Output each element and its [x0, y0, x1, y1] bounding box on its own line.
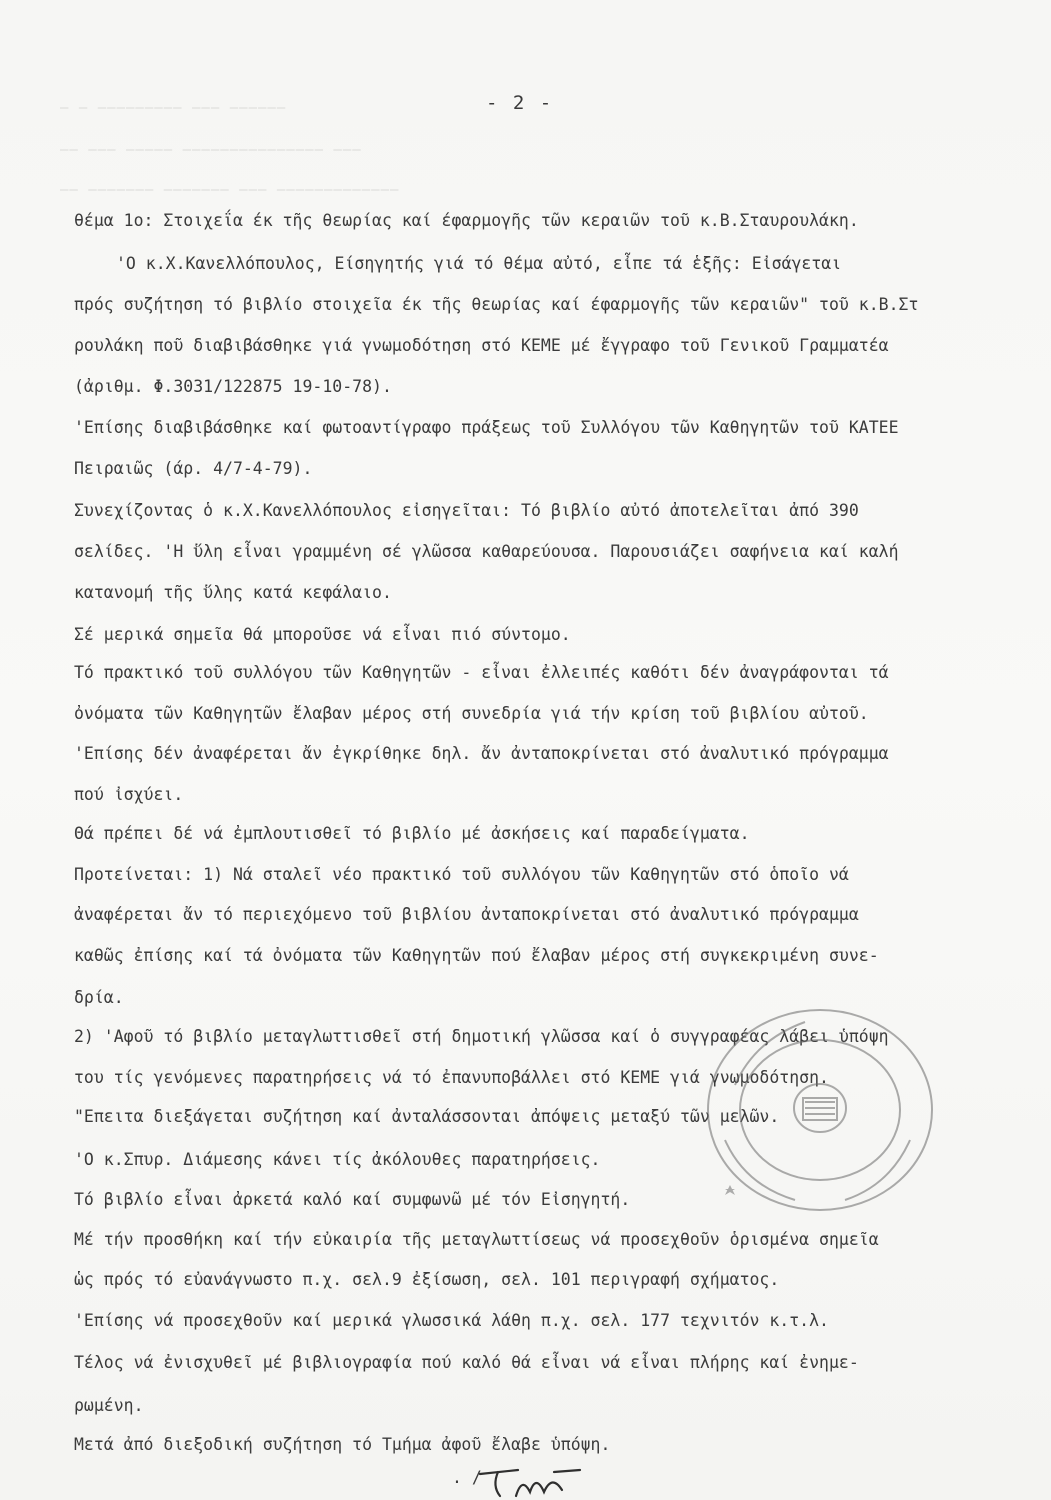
page-number: - 2 - [486, 92, 554, 114]
text-line: Μετά ἀπό διεξοδική συζήτηση τό Τμήμα ἀφοῦ ἔλαβε ὑπόψη. [74, 1435, 611, 1454]
bleed-through-text: ―― ――― ――――― ――――――――――――――― ――― [60, 142, 362, 158]
text-line: 2) 'Αφοῦ τό βιβλίο μεταγλωττισθεῖ στή δημοτική γλῶσσα καί ὁ συγγραφέας λάβει ὑπόψη [74, 1027, 889, 1046]
text-line: Μέ τήν προσθήκη καί τήν εὐκαιρία τῆς μεταγλωττίσεως νά προσεχθοῦν ὁρισμένα σημεῖα [74, 1230, 879, 1249]
text-line: πού ἰσχύει. [74, 785, 184, 804]
text-line: κατανομή τῆς ὕλης κατά κεφάλαιο. [74, 583, 392, 602]
text-line: πρός συζήτηση τό βιβλίο στοιχεῖα έκ τῆς θεωρίας καί έφαρμογῆς τῶν κεραιῶν" τοῦ κ.Β.Στ [74, 295, 919, 314]
text-line: θέμα 1ο: Στοιχεΐα έκ τῆς θεωρίας καί έφαρμογῆς τῶν κεραιῶν τοῦ κ.Β.Σταυρουλάκη. [74, 211, 859, 230]
text-line: καθῶς ἐπίσης καί τά ὀνόματα τῶν Καθηγητῶν πού ἔλαβαν μέρος στή συγκεκριμένη συνε- [74, 946, 879, 965]
text-line: Τό βιβλίο εἶναι ἀρκετά καλό καί συμφωνῶ μέ τόν Εἰσηγητή. [74, 1190, 631, 1209]
text-line: 'Επίσης νά προσεχθοῦν καί μερικά γλωσσικά λάθη π.χ. σελ. 177 τεχνιτόν κ.τ.λ. [74, 1311, 829, 1330]
handwritten-signature-icon [470, 1462, 590, 1500]
text-line: 'Ο κ.Χ.Κανελλόπουλος, Είσηγητής γιά τό θέμα αὐτό, εἶπε τά ἑξῆς: Εἰσάγεται [116, 254, 842, 273]
text-line: του τίς γενόμενες παρατηρήσεις νά τό ἐπανυποβάλλει στό ΚΕΜΕ γιά γνωμοδότηση. [74, 1068, 829, 1087]
text-line: ὀνόματα τῶν Καθηγητῶν ἔλαβαν μέρος στή συνεδρία γιά τήν κρίση τοῦ βιβλίου αὐτοῦ. [74, 704, 869, 723]
text-line: 'Επίσης δέν ἀναφέρεται ἄν ἐγκρίθηκε δηλ. ἄν ἀνταποκρίνεται στό ἀναλυτικό πρόγραμμα [74, 744, 889, 763]
continuation-mark: . / [452, 1468, 482, 1487]
text-line: σελίδες. 'Η ὕλη εἶναι γραμμένη σέ γλῶσσα καθαρεύουσα. Παρουσιάζει σαφήνεια καί καλή [74, 542, 899, 561]
text-line: Προτείνεται: 1) Νά σταλεῖ νέο πρακτικό τοῦ συλλόγου τῶν Καθηγητῶν στό ὁποῖο νά [74, 865, 849, 884]
official-seal-icon [695, 1000, 945, 1220]
text-line: Συνεχίζοντας ὁ κ.Χ.Κανελλόπουλος εἰσηγεῖται: Τό βιβλίο αὐτό ἀποτελεῖται ἀπό 390 [74, 501, 859, 520]
bleed-through-text: ―― ――――――― ――――――― ――― ――――――――――――― [60, 182, 400, 198]
text-line: Σέ μερικά σημεῖα θά μποροῦσε νά εἶναι πιό σύντομο. [74, 625, 571, 644]
text-line: 'Επίσης διαβιβάσθηκε καί φωτοαντίγραφο πράξεως τοῦ Συλλόγου τῶν Καθηγητῶν τοῦ ΚΑΤΕΕ [74, 418, 899, 437]
text-line: (ἀριθμ. Φ.3031/122875 19-10-78). [74, 377, 392, 396]
text-line: "Επειτα διεξάγεται συζήτηση καί ἀνταλάσσονται ἀπόψεις μεταξύ τῶν μελῶν. [74, 1107, 780, 1126]
text-line: ἀναφέρεται ἄν τό περιεχόμενο τοῦ βιβλίου ἀνταποκρίνεται στό ἀναλυτικό πρόγραμμα [74, 905, 859, 924]
text-line: δρία. [74, 988, 124, 1007]
text-line: Τέλος νά ἐνισχυθεῖ μέ βιβλιογραφία πού καλό θά εἶναι νά εἶναι πλήρης καί ἐνημε- [74, 1353, 859, 1372]
text-line: Τό πρακτικό τοῦ συλλόγου τῶν Καθηγητῶν - εἶναι ἐλλειπές καθότι δέν ἀναγράφονται τά [74, 663, 889, 682]
text-line: Πειραιῶς (άρ. 4/7-4-79). [74, 459, 313, 478]
bleed-through-text: ― ― ――――――――― ――― ―――――― [60, 100, 287, 116]
text-line: 'Ο κ.Σπυρ. Διάμεσης κάνει τίς ἀκόλουθες παρατηρήσεις. [74, 1150, 601, 1169]
text-line: Θά πρέπει δέ νά ἐμπλουτισθεῖ τό βιβλίο μέ ἀσκήσεις καί παραδείγματα. [74, 824, 750, 843]
text-line: ρωμένη. [74, 1396, 144, 1415]
text-line: ρουλάκη ποῦ διαβιβάσθηκε γιά γνωμοδότηση στό ΚΕΜΕ μέ ἔγγραφο τοῦ Γενικοῦ Γραμματέα [74, 336, 889, 355]
text-line: ὡς πρός τό εὐανάγνωστο π.χ. σελ.9 ἐξίσωση, σελ. 101 περιγραφή σχήματος. [74, 1270, 780, 1289]
